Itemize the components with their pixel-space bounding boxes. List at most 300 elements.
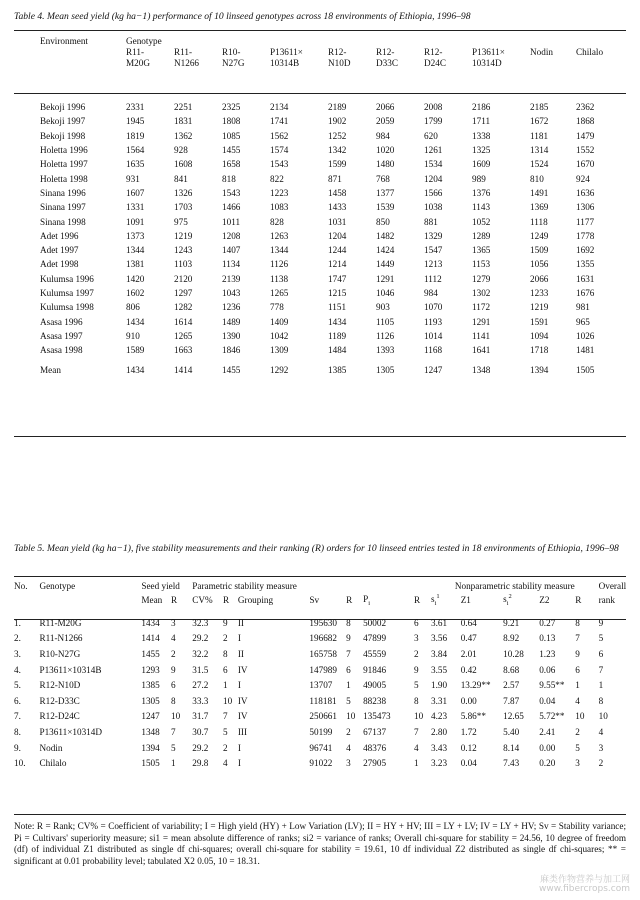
pi-cell: 88238 xyxy=(363,695,387,706)
yield-cell: 1703 xyxy=(174,202,193,213)
table-row xyxy=(40,129,626,143)
environment-cell: Holetta 1996 xyxy=(40,145,88,156)
sv-cell: 91022 xyxy=(309,758,333,769)
yield-cell: 1189 xyxy=(328,330,347,341)
yield-cell: 1631 xyxy=(576,273,595,284)
yield-cell: 1609 xyxy=(472,159,491,170)
yield-cell: 1103 xyxy=(174,259,193,270)
yield-cell: 1219 xyxy=(174,230,193,241)
si1-cell: 3.61 xyxy=(430,617,448,628)
yield-cell: 1449 xyxy=(376,259,395,270)
cv-rank-cell: 5 xyxy=(223,726,228,737)
nonparam-rank-cell: 9 xyxy=(575,648,580,659)
table4-col-header: R12- D24C xyxy=(424,47,446,68)
sv-cell: 50199 xyxy=(309,726,333,737)
yield-cell: 2186 xyxy=(472,102,491,113)
pi-cell: 49005 xyxy=(363,680,387,691)
yield-cell: 1414 xyxy=(174,365,193,376)
row-number-cell: 7. xyxy=(14,711,21,722)
yield-cell: 1138 xyxy=(270,273,289,284)
row-number-cell: 2. xyxy=(14,633,21,644)
yield-cell: 903 xyxy=(376,302,390,313)
overall-rank-cell: 5 xyxy=(598,633,604,644)
yield-cell: 1094 xyxy=(530,330,549,341)
cv-percent-cell: 31.5 xyxy=(192,664,209,675)
yield-cell: 2008 xyxy=(424,102,443,113)
yield-cell: 1434 xyxy=(126,316,145,327)
environment-cell: Kulumsa 1997 xyxy=(40,288,94,298)
sv-cell: 165758 xyxy=(309,648,337,659)
z2-cell: 5.72** xyxy=(539,711,565,722)
yield-cell: 2251 xyxy=(174,102,193,113)
sv-rank-cell: 2 xyxy=(346,726,351,737)
sv-cell: 96741 xyxy=(309,742,333,753)
environment-cell: Mean xyxy=(40,365,61,376)
table-row xyxy=(40,171,626,185)
watermark-cn: 麻类作物营养与加工网 xyxy=(539,875,630,885)
z2-cell: 1.23 xyxy=(539,648,556,659)
overall-rank-cell: 4 xyxy=(598,726,604,737)
environment-cell: Kulumsa 1998 xyxy=(40,302,94,313)
seed-yield-rank-cell: 9 xyxy=(171,664,176,675)
yield-cell: 1329 xyxy=(424,230,443,241)
yield-cell: 1539 xyxy=(376,202,395,213)
pi-cell: 27905 xyxy=(363,758,387,769)
yield-cell: 2066 xyxy=(530,273,549,284)
yield-cell: 1658 xyxy=(222,159,241,170)
yield-cell: 1718 xyxy=(530,345,549,356)
yield-cell: 1778 xyxy=(576,230,595,241)
yield-cell: 1377 xyxy=(376,187,395,198)
yield-cell: 1711 xyxy=(472,116,491,127)
z2-cell: 0.04 xyxy=(539,695,556,706)
cv-rank-cell: 6 xyxy=(223,664,228,675)
yield-cell: 1481 xyxy=(576,345,595,356)
yield-cell: 1263 xyxy=(270,230,289,241)
environment-cell: Adet 1998 xyxy=(40,259,79,270)
yield-cell: 1393 xyxy=(376,345,395,356)
z2-cell: 0.13 xyxy=(539,633,556,644)
table4-col-header: Nodin xyxy=(530,47,553,57)
yield-cell: 2139 xyxy=(222,273,241,284)
yield-cell: 1466 xyxy=(222,202,241,213)
table-row xyxy=(40,257,626,271)
row-number-cell: 3. xyxy=(14,648,21,659)
table5-r-header: R xyxy=(346,595,353,605)
yield-cell: 928 xyxy=(174,145,188,156)
table4-caption: Table 4. Mean seed yield (kg ha−1) performance of 10 linseed genotypes across 18 environments of Ethiopia, 1996–98 xyxy=(14,11,471,22)
yield-cell: 1243 xyxy=(174,245,193,256)
seed-yield-mean-cell: 1348 xyxy=(141,726,160,737)
yield-cell: 1455 xyxy=(222,365,241,376)
grouping-cell: I xyxy=(237,633,241,644)
yield-cell: 1247 xyxy=(424,365,443,376)
yield-cell: 1574 xyxy=(270,145,289,156)
cv-rank-cell: 7 xyxy=(223,711,228,722)
genotype-cell: R11-N1266 xyxy=(39,633,83,644)
yield-cell: 1434 xyxy=(126,365,145,376)
table4-col-header: P13611× 10314B xyxy=(270,47,303,68)
yield-cell: 1326 xyxy=(174,187,193,198)
genotype-cell: R12-D33C xyxy=(39,695,80,706)
si2-cell: 2.57 xyxy=(503,680,520,691)
yield-cell: 1168 xyxy=(424,345,443,356)
table-row xyxy=(40,357,626,377)
table5-bottom-rule xyxy=(14,814,626,815)
yield-cell: 984 xyxy=(424,288,438,298)
cv-percent-cell: 32.3 xyxy=(192,617,209,628)
yield-cell: 1265 xyxy=(270,288,289,298)
yield-cell: 1491 xyxy=(530,187,549,198)
table-row xyxy=(40,157,626,171)
yield-cell: 1562 xyxy=(270,130,289,141)
sv-rank-cell: 3 xyxy=(346,758,351,769)
si1-cell: 3.55 xyxy=(430,664,448,675)
table-row xyxy=(14,709,628,725)
table-row xyxy=(14,693,628,709)
genotype-cell: Nodin xyxy=(39,742,63,753)
environment-cell: Bekoji 1998 xyxy=(40,130,86,141)
yield-cell: 1305 xyxy=(376,365,395,376)
si1-cell: 2.80 xyxy=(430,726,448,737)
table4-col-header: R11- N1266 xyxy=(174,47,200,68)
table5-z2-header: Z2 xyxy=(539,595,550,605)
yield-cell: 822 xyxy=(270,173,284,184)
yield-cell: 1420 xyxy=(126,273,145,284)
yield-cell: 910 xyxy=(126,330,140,341)
pi-cell: 91846 xyxy=(363,664,387,675)
yield-cell: 981 xyxy=(576,302,590,313)
seed-yield-rank-cell: 10 xyxy=(171,711,181,722)
si2-cell: 10.28 xyxy=(503,648,524,659)
table4-col-header: R10- N27G xyxy=(222,47,245,68)
pi-rank-cell: 9 xyxy=(414,664,419,675)
pi-cell: 47899 xyxy=(363,633,387,644)
z1-cell: 0.42 xyxy=(460,664,477,675)
yield-cell: 1172 xyxy=(472,302,491,313)
table5-genotype-header: Genotype xyxy=(39,581,76,591)
yield-cell: 1325 xyxy=(472,145,491,156)
cv-percent-cell: 32.2 xyxy=(192,648,209,659)
yield-cell: 1831 xyxy=(174,116,193,127)
pi-rank-cell: 5 xyxy=(414,680,419,691)
genotype-cell: R12-D24C xyxy=(39,711,80,722)
seed-yield-rank-cell: 6 xyxy=(171,680,176,691)
genotype-cell: R11-M20G xyxy=(39,617,82,628)
watermark-url: www.fibercrops.com xyxy=(539,884,630,894)
yield-cell: 1543 xyxy=(270,159,289,170)
yield-cell: 1038 xyxy=(424,202,443,213)
yield-cell: 1070 xyxy=(424,302,443,313)
yield-cell: 1602 xyxy=(126,288,145,298)
row-number-cell: 5. xyxy=(14,680,21,691)
yield-cell: 1215 xyxy=(328,288,347,298)
cv-percent-cell: 27.2 xyxy=(192,680,209,691)
nonparam-rank-cell: 1 xyxy=(575,680,580,691)
z2-cell: 0.20 xyxy=(539,758,556,769)
yield-cell: 1204 xyxy=(424,173,443,184)
overall-rank-cell: 7 xyxy=(598,664,604,675)
seed-yield-mean-cell: 1505 xyxy=(141,758,160,769)
table4-bottom-rule xyxy=(14,436,626,437)
yield-cell: 2066 xyxy=(376,102,395,113)
seed-yield-rank-cell: 8 xyxy=(171,695,176,706)
table-row xyxy=(14,740,628,756)
table-row xyxy=(14,662,628,678)
yield-cell: 881 xyxy=(424,216,438,227)
yield-cell: 1552 xyxy=(576,145,595,156)
table-row xyxy=(40,186,626,200)
environment-cell: Sinana 1996 xyxy=(40,187,86,198)
yield-cell: 1945 xyxy=(126,116,145,127)
yield-cell: 1342 xyxy=(328,145,347,156)
nonparam-rank-cell: 3 xyxy=(575,758,580,769)
z1-cell: 0.64 xyxy=(460,617,477,628)
yield-cell: 1484 xyxy=(328,345,347,356)
yield-cell: 2120 xyxy=(174,273,193,284)
yield-cell: 1348 xyxy=(472,365,491,376)
grouping-cell: I xyxy=(237,758,241,769)
yield-cell: 1607 xyxy=(126,187,145,198)
yield-cell: 1373 xyxy=(126,230,145,241)
cv-rank-cell: 10 xyxy=(223,695,233,706)
seed-yield-rank-cell: 3 xyxy=(171,617,176,628)
yield-cell: 1314 xyxy=(530,145,549,156)
table5-caption: Table 5. Mean yield (kg ha−1), five stability measurements and their ranking (R) orders for 10 linseed entries tested in 18 environments of Ethiopia, 1996–98 xyxy=(14,543,619,554)
sv-rank-cell: 10 xyxy=(346,711,356,722)
si1-cell: 1.90 xyxy=(430,680,448,691)
table-row xyxy=(40,200,626,214)
yield-cell: 1143 xyxy=(472,202,491,213)
yield-cell: 1524 xyxy=(530,159,549,170)
table5-cv-header: CV% xyxy=(192,595,213,605)
table5-no-header: No. xyxy=(14,581,28,591)
yield-cell: 1369 xyxy=(530,202,549,213)
grouping-cell: IV xyxy=(237,664,248,675)
z2-cell: 9.55** xyxy=(539,680,565,691)
nonparam-rank-cell: 6 xyxy=(575,664,580,675)
table5-pi-header: $P_i$ xyxy=(363,593,371,607)
environment-cell: Adet 1996 xyxy=(40,230,79,241)
table-row xyxy=(40,100,626,114)
yield-cell: 1663 xyxy=(174,345,193,356)
nonparam-rank-cell: 2 xyxy=(575,726,580,737)
yield-cell: 989 xyxy=(472,173,486,184)
yield-cell: 1589 xyxy=(126,345,145,356)
yield-cell: 1297 xyxy=(174,288,193,298)
yield-cell: 1846 xyxy=(222,345,241,356)
yield-cell: 1692 xyxy=(576,245,595,256)
yield-cell: 778 xyxy=(270,302,284,313)
yield-cell: 1249 xyxy=(530,230,549,241)
cv-percent-cell: 33.3 xyxy=(192,695,209,706)
table5-z1-header: Z1 xyxy=(460,595,471,605)
sv-rank-cell: 5 xyxy=(346,695,351,706)
z2-cell: 0.00 xyxy=(539,742,556,753)
z2-cell: 0.06 xyxy=(539,664,556,675)
overall-rank-cell: 2 xyxy=(598,758,604,769)
yield-cell: 1208 xyxy=(222,230,241,241)
sv-rank-cell: 8 xyxy=(346,617,351,628)
sv-cell: 118181 xyxy=(309,695,337,706)
yield-cell: 2185 xyxy=(530,102,549,113)
yield-cell: 1177 xyxy=(576,216,595,227)
overall-rank-cell: 1 xyxy=(598,680,604,691)
yield-cell: 1355 xyxy=(576,259,595,270)
yield-cell: 984 xyxy=(376,130,390,141)
z1-cell: 0.04 xyxy=(460,758,477,769)
seed-yield-mean-cell: 1455 xyxy=(141,648,160,659)
overall-rank-cell: 8 xyxy=(598,695,604,706)
yield-cell: 1480 xyxy=(376,159,395,170)
table5-overall-header: Overall xyxy=(598,581,627,591)
yield-cell: 1026 xyxy=(576,330,595,341)
seed-yield-mean-cell: 1247 xyxy=(141,711,160,722)
table-row xyxy=(14,615,628,631)
seed-yield-mean-cell: 1293 xyxy=(141,664,160,675)
table4-col-header: R12- N10D xyxy=(328,47,351,68)
table4-env-header: Environment xyxy=(40,36,88,46)
yield-cell: 1547 xyxy=(424,245,443,256)
pi-cell: 67137 xyxy=(363,726,387,737)
yield-cell: 818 xyxy=(222,173,236,184)
table-row xyxy=(14,631,628,647)
grouping-cell: I xyxy=(237,680,241,691)
yield-cell: 1302 xyxy=(472,288,491,298)
cv-percent-cell: 29.2 xyxy=(192,742,209,753)
yield-cell: 1362 xyxy=(174,130,193,141)
pi-cell: 50002 xyxy=(363,617,387,628)
table5-grouping-header: Grouping xyxy=(237,595,274,605)
table-row xyxy=(40,272,626,286)
sv-rank-cell: 7 xyxy=(346,648,351,659)
yield-cell: 1424 xyxy=(376,245,395,256)
yield-cell: 1213 xyxy=(424,259,443,270)
yield-cell: 1591 xyxy=(530,316,549,327)
seed-yield-mean-cell: 1434 xyxy=(141,617,160,628)
yield-cell: 1265 xyxy=(174,330,193,341)
si2-cell: 8.68 xyxy=(503,664,520,675)
environment-cell: Asasa 1997 xyxy=(40,330,83,341)
seed-yield-rank-cell: 7 xyxy=(171,726,176,737)
environment-cell: Kulumsa 1996 xyxy=(40,273,94,284)
yield-cell: 1819 xyxy=(126,130,145,141)
yield-cell: 1014 xyxy=(424,330,443,341)
environment-cell: Bekoji 1996 xyxy=(40,102,86,113)
z1-cell: 5.86** xyxy=(460,711,486,722)
si2-cell: 5.40 xyxy=(503,726,520,737)
overall-rank-cell: 6 xyxy=(598,648,604,659)
yield-cell: 1052 xyxy=(472,216,491,227)
yield-cell: 1083 xyxy=(270,202,289,213)
cv-rank-cell: 8 xyxy=(223,648,228,659)
table5-seed-yield-header: Seed yield xyxy=(141,581,180,591)
grouping-cell: II xyxy=(237,617,244,628)
yield-cell: 1105 xyxy=(376,316,395,327)
table5-si2-header: $s_i^2$ xyxy=(503,593,512,607)
yield-cell: 1338 xyxy=(472,130,491,141)
table5-rank-header: rank xyxy=(598,595,615,605)
yield-cell: 1141 xyxy=(472,330,491,341)
grouping-cell: II xyxy=(237,648,244,659)
genotype-cell: R10-N27G xyxy=(39,648,81,659)
yield-cell: 1085 xyxy=(222,130,241,141)
table5 xyxy=(14,579,628,771)
yield-cell: 1134 xyxy=(222,259,241,270)
overall-rank-cell: 10 xyxy=(598,711,608,722)
yield-cell: 1282 xyxy=(174,302,193,313)
z2-cell: 0.27 xyxy=(539,617,556,628)
yield-cell: 1118 xyxy=(530,216,548,227)
yield-cell: 1434 xyxy=(328,316,347,327)
yield-cell: 1489 xyxy=(222,316,241,327)
yield-cell: 931 xyxy=(126,173,140,184)
yield-cell: 2059 xyxy=(376,116,395,127)
sv-cell: 195630 xyxy=(309,617,337,628)
yield-cell: 768 xyxy=(376,173,390,184)
table4-col-header: Chilalo xyxy=(576,47,604,57)
sv-rank-cell: 9 xyxy=(346,633,351,644)
row-number-cell: 9. xyxy=(14,742,21,753)
z1-cell: 0.00 xyxy=(460,695,477,706)
genotype-cell: Chilalo xyxy=(39,758,67,769)
si1-cell: 4.23 xyxy=(430,711,448,722)
grouping-cell: I xyxy=(237,742,241,753)
cv-rank-cell: 9 xyxy=(223,617,228,628)
yield-cell: 1056 xyxy=(530,259,549,270)
nonparam-rank-cell: 8 xyxy=(575,617,580,628)
yield-cell: 1385 xyxy=(328,365,347,376)
yield-cell: 1292 xyxy=(270,365,289,376)
table5-note: Note: R = Rank; CV% = Coefficient of variability; I = High yield (HY) + Low Variation (LV); II = HY + HV; III = LY + LV; IV = LY + HV; Sv = Stability variance; Pi = Cultivars' superiority measure; si1 = mean absolute difference of ranks; si2 = variance of ranks; Overall chi-square for stability = 24.56, 10 degree of freedom (df) of individual Z1 distributed as single df chi-squares; overall chi-square for stability = 19.61, 10 df individual Z2 distributed as single df chi-squares; ** = significant at 0.01 probability level; tabulated X2 0.05, 10 = 18.31. xyxy=(14,821,626,866)
yield-cell: 1219 xyxy=(530,302,549,313)
yield-cell: 620 xyxy=(424,130,438,141)
table5-sv-header: Sv xyxy=(309,595,320,605)
z1-cell: 0.12 xyxy=(460,742,477,753)
yield-cell: 1031 xyxy=(328,216,347,227)
yield-cell: 1747 xyxy=(328,273,347,284)
yield-cell: 2362 xyxy=(576,102,595,113)
table5-si1-header: $s_i^1$ xyxy=(430,593,440,607)
yield-cell: 1244 xyxy=(328,245,347,256)
z1-cell: 1.72 xyxy=(460,726,477,737)
cv-percent-cell: 31.7 xyxy=(192,711,209,722)
yield-cell: 1309 xyxy=(270,345,289,356)
z1-cell: 2.01 xyxy=(460,648,477,659)
table-row xyxy=(14,646,628,662)
seed-yield-rank-cell: 1 xyxy=(171,758,176,769)
table4 xyxy=(40,36,626,378)
sv-cell: 250661 xyxy=(309,711,337,722)
yield-cell: 1344 xyxy=(270,245,289,256)
cv-rank-cell: 4 xyxy=(223,758,228,769)
pi-rank-cell: 10 xyxy=(414,711,424,722)
yield-cell: 1482 xyxy=(376,230,395,241)
si1-cell: 3.84 xyxy=(430,648,448,659)
yield-cell: 1741 xyxy=(270,116,289,127)
overall-rank-cell: 3 xyxy=(598,742,604,753)
table-row xyxy=(14,677,628,693)
yield-cell: 2134 xyxy=(270,102,289,113)
z2-cell: 2.41 xyxy=(539,726,556,737)
table5-nonparametric-header: Nonparametric stability measure xyxy=(454,581,575,591)
cv-rank-cell: 2 xyxy=(223,742,228,753)
sv-rank-cell: 1 xyxy=(346,680,351,691)
environment-cell: Adet 1997 xyxy=(40,245,79,256)
table-row xyxy=(40,143,626,157)
table-row xyxy=(40,243,626,257)
table-row xyxy=(40,229,626,243)
